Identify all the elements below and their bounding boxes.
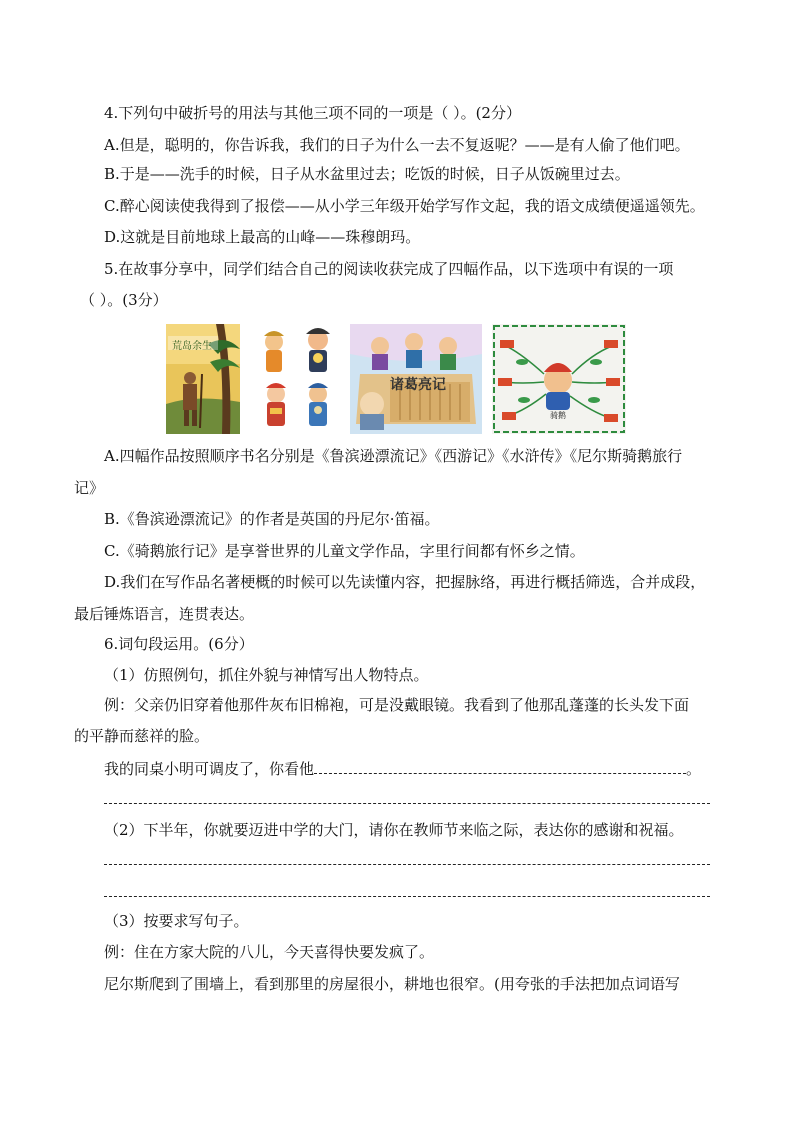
- journey-west-characters-image: [254, 324, 344, 434]
- nils-mind-map-image: [492, 324, 626, 434]
- q6-part2-instruction: （2）下半年，你就要迈进中学的大门，请你在教师节来临之际，表达你的感谢和祝福。: [104, 821, 684, 839]
- q5-option-d-line1: D.我们在写作品名著梗概的时候可以先读懂内容，把握脉络，再进行概括筛选，合并成段，: [104, 573, 706, 591]
- zhuge-liang-scroll-title: 诸葛亮记: [390, 377, 446, 393]
- robinson-poster-image: [166, 324, 240, 434]
- q6-task1: [104, 758, 701, 779]
- q6-part1-instruction: （1）仿照例句，抓住外貌与神情写出人物特点。: [104, 666, 429, 684]
- q5-option-a-line1: A.四幅作品按照顺序书名分别是《鲁滨逊漂流记》《西游记》《水浒传》《尼尔斯骑鹅旅行: [104, 447, 683, 465]
- q6-part2-answer-line-2[interactable]: [104, 896, 710, 897]
- q6-task1-period: 。: [686, 760, 702, 778]
- q4-option-b: B.于是——洗手的时候，日子从水盆里过去；吃饭的时候，日子从饭碗里过去。: [104, 165, 630, 183]
- robinson-poster-title: 荒岛余生: [172, 341, 212, 352]
- q6-part3-instruction: （3）按要求写句子。: [104, 912, 249, 930]
- zhuge-liang-scroll-image: [350, 324, 482, 434]
- q4-option-a: A.但是，聪明的，你告诉我，我们的日子为什么一去不复返呢？——是有人偷了他们吧。: [104, 136, 690, 154]
- q5-option-a-line2: 记》: [74, 479, 105, 497]
- q6-stem: 6.词句段运用。(6分）: [104, 635, 254, 653]
- q5-option-d-line2: 最后锤炼语言，连贯表达。: [74, 605, 255, 623]
- q4-stem: 4.下列句中破折号的用法与其他三项不同的一项是（ ）。(2分）: [104, 104, 521, 122]
- q6-example1-line1: 例：父亲仍旧穿着他那件灰布旧棉袍，可是没戴眼镜。我看到了他那乱蓬蓬的长头发下面: [104, 696, 690, 714]
- q6-task1-prompt: 我的同桌小明可调皮了，你看他: [104, 760, 315, 778]
- q6-example1-line2: 的平静而慈祥的脸。: [74, 727, 210, 745]
- q6-example3: 例：住在方家大院的八儿，今天喜得快要发疯了。: [104, 943, 435, 961]
- q6-task3: 尼尔斯爬到了围墙上，看到那里的房屋很小，耕地也很窄。(用夸张的手法把加点词语写: [104, 975, 680, 993]
- q5-stem-line1: 5.在故事分享中，同学们结合自己的阅读收获完成了四幅作品，以下选项中有误的一项: [104, 260, 674, 278]
- q6-task1-answer-line-2[interactable]: [104, 803, 710, 804]
- q5-option-c: C.《骑鹅旅行记》是享誉世界的儿童文学作品，字里行间都有怀乡之情。: [104, 542, 585, 560]
- q6-task1-answer-blank[interactable]: [314, 758, 686, 774]
- q4-option-d: D.这就是目前地球上最高的山峰——珠穆朗玛。: [104, 228, 421, 246]
- q5-option-b: B.《鲁滨逊漂流记》的作者是英国的丹尼尔·笛福。: [104, 510, 440, 528]
- q4-option-c: C.醉心阅读使我得到了报偿——从小学三年级开始学写作文起，我的语文成绩便遥遥领先。: [104, 197, 705, 215]
- q6-part2-answer-line-1[interactable]: [104, 864, 710, 865]
- nils-mind-map-title: 骑鹅: [550, 411, 566, 420]
- q5-stem-line2: （ ）。(3分）: [80, 291, 168, 309]
